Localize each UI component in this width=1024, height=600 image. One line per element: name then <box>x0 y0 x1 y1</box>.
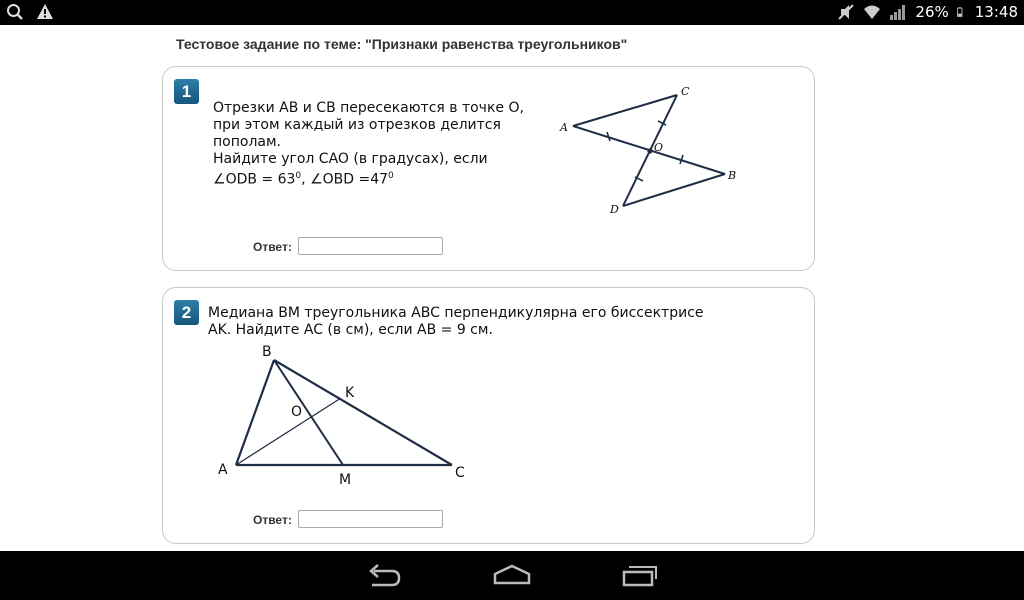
navigation-bar <box>0 551 1024 600</box>
mute-icon <box>837 3 855 21</box>
answer-input-1[interactable] <box>298 237 443 255</box>
degree-sup: 0 <box>295 171 302 181</box>
answer-label: Ответ: <box>253 513 292 527</box>
question-line: Отрезки AB и CB пересекаются в точке О, <box>213 100 524 116</box>
question-line: при этом каждый из отрезков делится <box>213 117 501 133</box>
question-text <box>208 305 768 339</box>
question-card-2 <box>162 287 815 544</box>
label-b: B <box>728 169 737 182</box>
segment-ac <box>573 95 677 126</box>
question-number-badge: 2 <box>174 300 199 325</box>
question-line: пополам. <box>213 134 281 150</box>
warning-icon <box>36 3 54 21</box>
status-bar <box>0 0 1024 25</box>
figure-1 <box>555 83 745 219</box>
condition-obd: OBD =47 <box>322 171 389 188</box>
angle-symbol: ∠ <box>213 171 226 188</box>
wifi-icon <box>863 3 881 21</box>
label-o: O <box>291 404 303 420</box>
question-condition <box>213 168 543 189</box>
page-title: Тестовое задание по теме: "Признаки равенства треугольников" <box>176 36 628 52</box>
degree-sup: 0 <box>388 171 394 181</box>
answer-label: Ответ: <box>253 240 292 254</box>
median-bm <box>274 360 343 465</box>
question-number-badge: 1 <box>174 79 199 104</box>
angle-symbol: ∠ <box>310 171 323 188</box>
home-icon[interactable] <box>492 561 532 591</box>
clock: 13:48 <box>974 3 1018 21</box>
label-b: B <box>262 344 272 360</box>
condition-separator: , <box>301 171 311 188</box>
point-o <box>647 148 652 153</box>
bisector-ak <box>236 398 341 465</box>
label-a: A <box>218 462 228 478</box>
search-icon[interactable] <box>6 3 24 21</box>
label-c: C <box>681 85 690 98</box>
question-card-1 <box>162 66 815 271</box>
label-o: O <box>654 141 664 154</box>
answer-input-2[interactable] <box>298 510 443 528</box>
question-line: Медиана BM треугольника ABC перпендикулярна его биссектрисе <box>208 305 704 321</box>
signal-icon <box>889 3 907 21</box>
battery-percent: 26% <box>915 3 949 21</box>
label-c: C <box>455 465 465 481</box>
label-d: D <box>610 203 619 216</box>
question-line: Найдите угол CAO (в градусах), если <box>213 151 488 167</box>
label-k: K <box>345 385 355 401</box>
side-ab <box>236 360 274 465</box>
label-m: M <box>339 472 352 488</box>
recent-apps-icon[interactable] <box>620 561 660 591</box>
figure-2 <box>213 340 483 490</box>
battery-icon <box>957 3 967 21</box>
question-text <box>213 100 543 189</box>
label-a: A <box>560 121 568 134</box>
condition-odb: ODB = 63 <box>225 171 296 188</box>
question-line: AK. Найдите AC (в см), если AB = 9 см. <box>208 322 493 338</box>
back-icon[interactable] <box>364 561 404 591</box>
